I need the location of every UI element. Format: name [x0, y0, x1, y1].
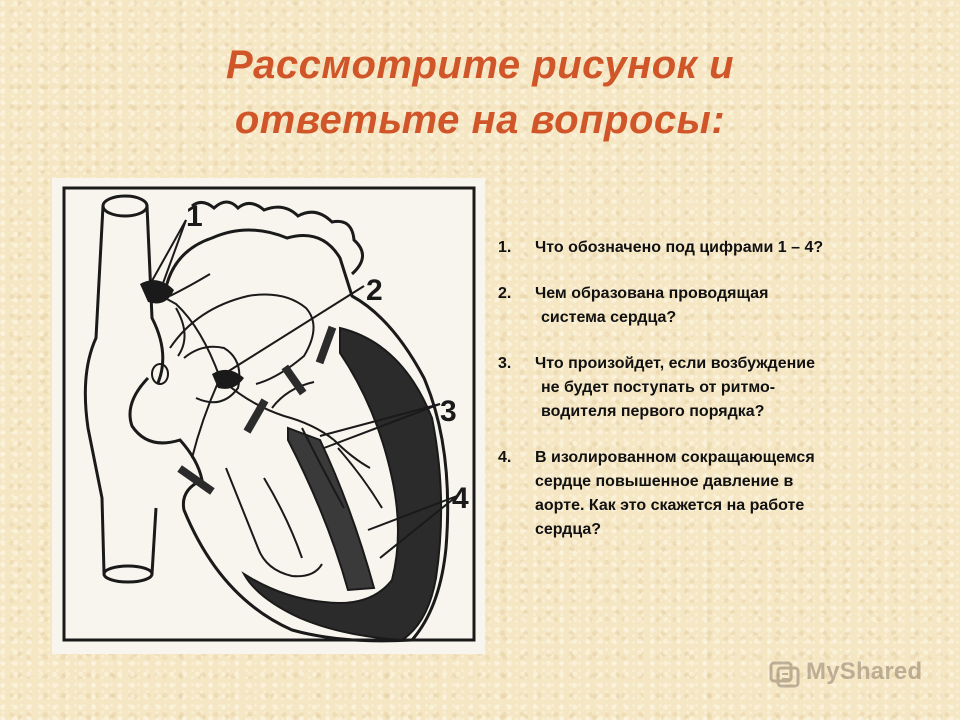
title-line-1: Рассмотрите рисунок и: [225, 43, 735, 87]
figure-label-4: 4: [452, 482, 469, 515]
question-number: 3.: [498, 355, 512, 372]
myshared-logo-icon: [768, 658, 800, 688]
question-number: 4.: [498, 449, 512, 466]
figure-label-3: 3: [440, 395, 457, 428]
question-2: [498, 282, 938, 330]
title-line-2: ответьте на вопросы:: [234, 98, 726, 142]
question-text: сердца?: [535, 521, 602, 538]
question-4: [498, 446, 938, 542]
question-text: Что обозначено под цифрами 1 – 4?: [535, 239, 824, 256]
figure-label-2: 2: [366, 274, 383, 307]
question-text: Чем образована проводящая: [535, 285, 769, 302]
heart-diagram-svg: [52, 178, 485, 654]
watermark-text: MyShared: [806, 658, 923, 685]
slide-title: [0, 38, 960, 148]
question-text: водителя первого порядка?: [541, 403, 765, 420]
question-text: сердце повышенное давление в: [535, 473, 794, 490]
myshared-watermark: [768, 656, 928, 692]
question-text: система сердца?: [541, 309, 677, 326]
questions-list: [498, 236, 938, 564]
figure-label-1: 1: [186, 200, 203, 233]
question-number: 1.: [498, 239, 512, 256]
question-number: 2.: [498, 285, 512, 302]
question-1: [498, 236, 938, 260]
question-text: аорте. Как это скажется на работе: [535, 497, 805, 514]
question-text: В изолированном сокращающемся: [535, 449, 815, 466]
question-text: не будет поступать от ритмо-: [541, 379, 776, 396]
question-text: Что произойдет, если возбуждение: [535, 355, 815, 372]
heart-conduction-diagram: [52, 178, 485, 654]
question-3: [498, 352, 938, 424]
